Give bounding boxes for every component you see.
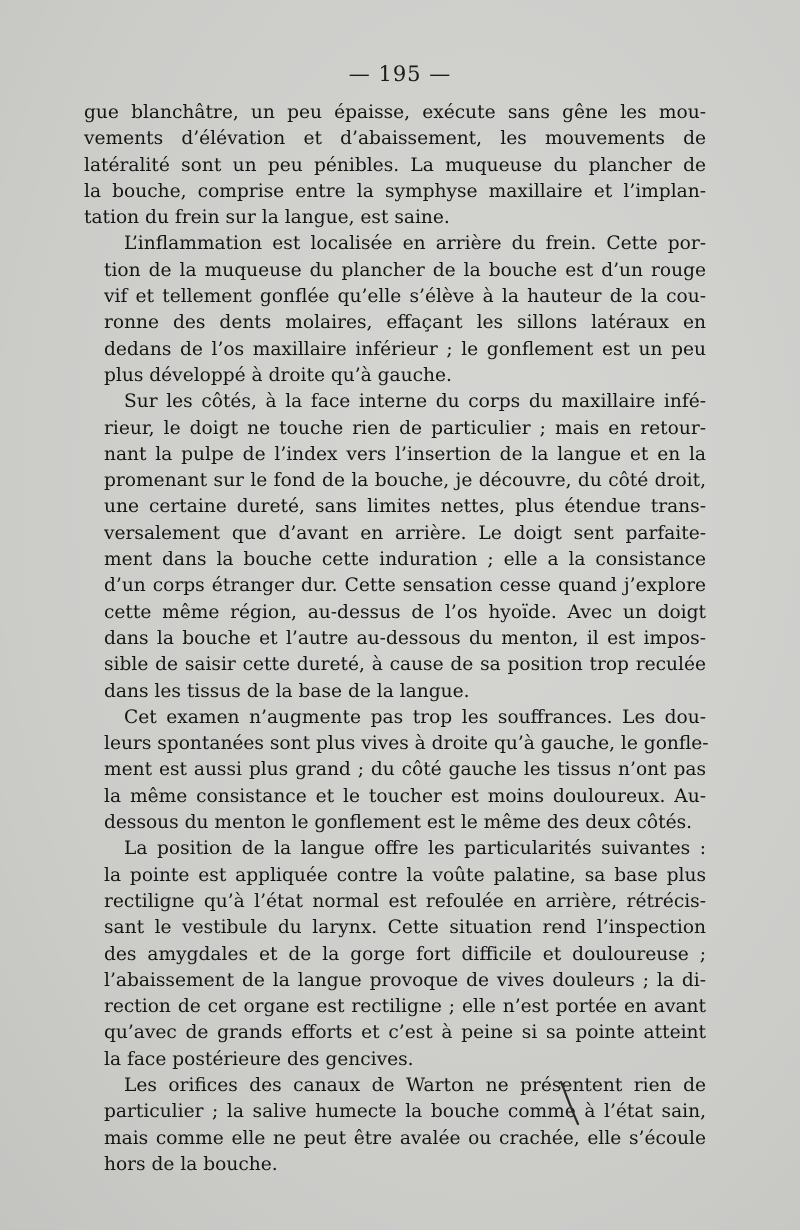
body-text — [84, 100, 709, 1178]
text-line: versalement que d’avant en arrière. Le doigt sent parfaite- — [104, 522, 706, 544]
ink-stroke-mark — [558, 1080, 582, 1126]
text-line: ment est aussi plus grand ; du côté gauche les tissus n’ont pas — [104, 759, 706, 781]
text-line: ment dans la bouche cette induration ; elle a la consistance — [104, 549, 706, 571]
text-line: cette même région, au-dessus de l’os hyoïde. Avec un doigt — [104, 601, 706, 623]
text-line: Sur les côtés, à la face interne du corps du maxillaire infé- — [124, 391, 706, 413]
text-line: latéralité sont un peu pénibles. La muqueuse du plancher de — [84, 154, 706, 176]
text-line: vements d’élévation et d’abaissement, les mouvements de — [84, 128, 706, 150]
text-line: dedans de l’os maxillaire inférieur ; le gonflement est un peu — [104, 338, 706, 360]
text-line: La position de la langue offre les particularités suivantes : — [124, 838, 706, 860]
text-line: ronne des dents molaires, effaçant les sillons latéraux en — [104, 312, 706, 334]
page-number: — 195 — — [348, 62, 452, 86]
text-line: la même consistance et le toucher est moins douloureux. Au- — [104, 785, 706, 807]
text-line: rection de cet organe est rectiligne ; elle n’est portée en avant — [104, 996, 706, 1018]
text-line: une certaine dureté, sans limites nettes, plus étendue trans- — [104, 496, 706, 518]
text-line: mais comme elle ne peut être avalée ou crachée, elle s’écoule — [104, 1127, 706, 1149]
paragraph — [84, 100, 706, 231]
text-line: particulier ; la salive humecte la bouche comme à l’état sain, — [104, 1101, 706, 1123]
text-line: l’abaissement de la langue provoque de vives douleurs ; la di- — [104, 969, 706, 991]
paragraph — [84, 836, 706, 1073]
text-line: vif et tellement gonflée qu’elle s’élève à la hauteur de la cou- — [104, 286, 706, 308]
text-line: dans la bouche et l’autre au-dessous du menton, il est impos- — [104, 627, 706, 649]
text-line: leurs spontanées sont plus vives à droite qu’à gauche, le gonfle- — [104, 733, 709, 755]
text-line: dessous du menton le gonflement est le même des deux côtés. — [104, 812, 693, 834]
text-line: des amygdales et de la gorge fort difficile et douloureuse ; — [104, 943, 706, 965]
text-line: tation du frein sur la langue, est saine. — [84, 207, 450, 229]
text-line: sant le vestibule du larynx. Cette situation rend l’inspection — [104, 917, 706, 939]
paragraph — [84, 231, 706, 389]
paragraph — [84, 389, 706, 705]
text-line: rectiligne qu’à l’état normal est refoulée en arrière, rétrécis- — [104, 890, 706, 912]
text-line: plus développé à droite qu’à gauche. — [104, 364, 452, 386]
text-line: d’un corps étranger dur. Cette sensation cesse quand j’explore — [104, 575, 706, 597]
paragraph — [84, 705, 709, 836]
text-line: Cet examen n’augmente pas trop les souffrances. Les dou- — [124, 706, 706, 728]
text-line: rieur, le doigt ne touche rien de particulier ; mais en retour- — [104, 417, 706, 439]
text-line: L’inflammation est localisée en arrière du frein. Cette por- — [124, 233, 706, 255]
text-line: qu’avec de grands efforts et c’est à peine si sa pointe atteint — [104, 1022, 706, 1044]
paragraph — [84, 1073, 706, 1178]
text-line: sible de saisir cette dureté, à cause de sa position trop reculée — [104, 654, 706, 676]
text-line: dans les tissus de la base de la langue. — [104, 680, 470, 702]
text-line: la face postérieure des gencives. — [104, 1048, 414, 1070]
text-line: tion de la muqueuse du plancher de la bouche est d’un rouge — [104, 259, 706, 281]
text-line: hors de la bouche. — [104, 1153, 278, 1175]
text-line: promenant sur le fond de la bouche, je découvre, du côté droit, — [104, 470, 706, 492]
text-line: la pointe est appliquée contre la voûte palatine, sa base plus — [104, 864, 706, 886]
text-line: la bouche, comprise entre la symphyse maxillaire et l’implan- — [84, 180, 706, 202]
text-line: gue blanchâtre, un peu épaisse, exécute sans gêne les mou- — [84, 102, 706, 123]
text-line: Les orifices des canaux de Warton ne présentent rien de — [124, 1074, 706, 1096]
text-line: nant la pulpe de l’index vers l’insertion de la langue et en la — [104, 443, 706, 465]
